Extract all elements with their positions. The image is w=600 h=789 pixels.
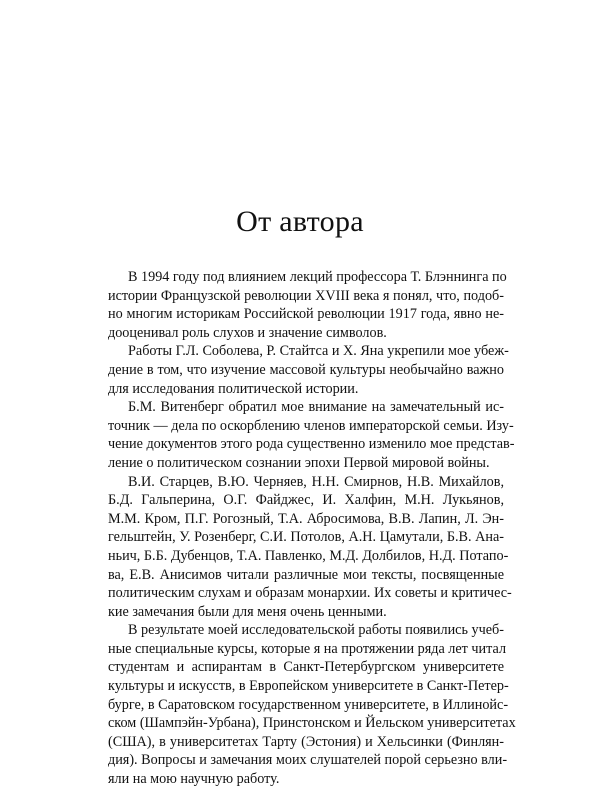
text-line: политическим слухам и образам монархии. Их советы и критичес-: [108, 585, 512, 602]
body-text: [108, 268, 516, 789]
text-line: В 1994 году под влиянием лекций профессора Т. Блэннинга по: [128, 269, 507, 285]
text-line: дооценивал роль слухов и значение символов.: [108, 324, 387, 341]
text-line: Б.Д. Гальперина, О.Г. Файджес, И. Халфин, М.Н. Лукьянов,: [108, 492, 504, 509]
text-line: кие замечания были для меня очень ценными.: [108, 603, 387, 620]
paragraph: [108, 342, 509, 398]
text-line: ском (Шампэйн-Урбана), Принстонском и Йельском университетах: [108, 715, 516, 732]
text-line: ва, Е.В. Анисимов читали различные мои тексты, посвященные: [108, 566, 504, 583]
text-line: но многим историкам Российской революции 1917 года, явно не-: [108, 306, 504, 323]
paragraph: [108, 268, 507, 342]
chapter-title: От автора: [236, 205, 364, 238]
paragraph: [108, 473, 512, 622]
text-line: Б.М. Витенберг обратил мое внимание на замечательный ис-: [128, 399, 504, 416]
text-line: студентам и аспирантам в Санкт-Петербургском университете: [108, 659, 504, 676]
text-line: В.И. Старцев, В.Ю. Черняев, Н.Н. Смирнов, Н.В. Михайлов,: [128, 473, 504, 490]
text-line: гельштейн, У. Розенберг, С.И. Потолов, А.Н. Цамутали, Б.В. Ана-: [108, 529, 504, 546]
text-line: ные специальные курсы, которые я на протяжении ряда лет читал: [108, 640, 507, 657]
text-line: точник — дела по оскорблению членов императорской семьи. Изу-: [108, 417, 514, 434]
text-line: Работы Г.Л. Соболева, Р. Стайтса и Х. Яна укрепили мое убеж-: [128, 343, 509, 360]
text-line: (США), в университетах Тарту (Эстония) и Хельсинки (Финлян-: [108, 733, 504, 750]
text-line: ление о политическом сознании эпохи Первой мировой войны.: [108, 454, 490, 471]
text-line: дение в том, что изучение массовой культуры необычайно важно: [108, 361, 504, 378]
text-line: М.М. Кром, П.Г. Рогозный, Т.А. Абросимова, В.В. Лапин, Л. Эн-: [108, 510, 504, 527]
paragraph: [108, 398, 515, 472]
paragraph: [108, 621, 516, 788]
text-line: культуры и искусств, в Европейском университете в Санкт-Петер-: [108, 678, 509, 695]
text-line: бурге, в Саратовском государственном университете, в Иллинойс-: [108, 696, 509, 713]
text-line: для исследования политической истории.: [108, 380, 359, 397]
text-line: истории Французской революции XVIII века я понял, что, подоб-: [108, 287, 504, 304]
text-line: чение документов этого рода существенно изменило мое представ-: [108, 436, 515, 453]
text-line: дия). Вопросы и замечания моих слушателей порой серьезно вли-: [108, 752, 508, 769]
text-line: В результате моей исследовательской работы появились учеб-: [128, 622, 504, 639]
text-line: ньич, Б.Б. Дубенцов, Т.А. Павленко, М.Д. Долбилов, Н.Д. Потапо-: [108, 547, 509, 564]
text-line: яли на мою научную работу.: [108, 771, 280, 788]
